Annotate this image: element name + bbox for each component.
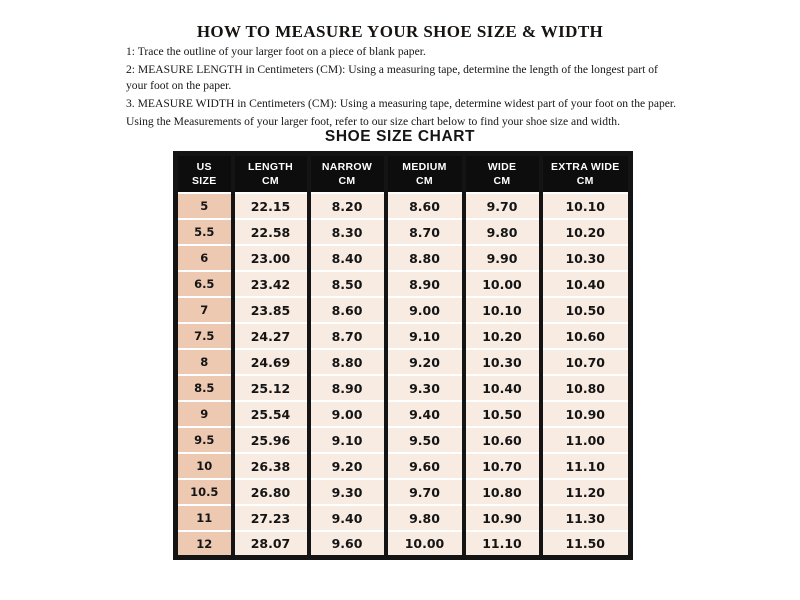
measurement-cell: 10.80 (464, 479, 541, 505)
column-header: WIDE CM (464, 154, 541, 194)
measurement-cell: 10.20 (541, 219, 631, 245)
measurement-cell: 24.27 (233, 323, 309, 349)
measurement-cell: 11.20 (541, 479, 631, 505)
table-row (176, 219, 631, 245)
measurement-cell: 9.30 (386, 375, 464, 401)
table-row (176, 479, 631, 505)
us-size-cell: 6.5 (176, 271, 233, 297)
measurement-cell: 11.10 (464, 531, 541, 557)
us-size-cell: 10 (176, 453, 233, 479)
measurement-cell: 9.60 (386, 453, 464, 479)
measurement-cell: 10.80 (541, 375, 631, 401)
chart-title: SHOE SIZE CHART (324, 128, 476, 145)
measurement-cell: 23.85 (233, 297, 309, 323)
measurement-cell: 11.00 (541, 427, 631, 453)
measurement-cell: 22.58 (233, 219, 309, 245)
table-row (176, 271, 631, 297)
measurement-cell: 22.15 (233, 193, 309, 219)
us-size-cell: 7 (176, 297, 233, 323)
measurement-cell: 27.23 (233, 505, 309, 531)
us-size-cell: 12 (176, 531, 233, 557)
shoe-size-table (173, 151, 633, 560)
measurement-cell: 9.00 (386, 297, 464, 323)
measurement-cell: 10.40 (464, 375, 541, 401)
us-size-cell: 9.5 (176, 427, 233, 453)
measurement-cell: 26.80 (233, 479, 309, 505)
table-header-row (176, 154, 631, 194)
measurement-cell: 10.30 (541, 245, 631, 271)
measurement-cell: 8.60 (386, 193, 464, 219)
column-header: EXTRA WIDE CM (541, 154, 631, 194)
us-size-cell: 5.5 (176, 219, 233, 245)
measurement-cell: 10.70 (464, 453, 541, 479)
measurement-cell: 9.30 (309, 479, 386, 505)
measurement-cell: 9.70 (464, 193, 541, 219)
measurement-cell: 8.80 (386, 245, 464, 271)
column-header: US SIZE (176, 154, 233, 194)
table-row (176, 193, 631, 219)
measurement-cell: 8.60 (309, 297, 386, 323)
measurement-cell: 10.40 (541, 271, 631, 297)
us-size-cell: 9 (176, 401, 233, 427)
us-size-cell: 6 (176, 245, 233, 271)
measurement-cell: 10.60 (541, 323, 631, 349)
measurement-cell: 25.54 (233, 401, 309, 427)
measurement-cell: 25.96 (233, 427, 309, 453)
measurement-cell: 11.10 (541, 453, 631, 479)
us-size-cell: 5 (176, 193, 233, 219)
measurement-cell: 9.00 (309, 401, 386, 427)
measurement-cell: 23.42 (233, 271, 309, 297)
measurement-cell: 10.60 (464, 427, 541, 453)
measurement-cell: 9.40 (309, 505, 386, 531)
measurement-cell: 9.70 (386, 479, 464, 505)
measurement-cell: 11.50 (541, 531, 631, 557)
measurement-cell: 8.70 (309, 323, 386, 349)
measurement-cell: 10.50 (541, 297, 631, 323)
measurement-cell: 10.50 (464, 401, 541, 427)
measurement-cell: 26.38 (233, 453, 309, 479)
measurement-cell: 10.30 (464, 349, 541, 375)
measurement-cell: 9.80 (464, 219, 541, 245)
us-size-cell: 10.5 (176, 479, 233, 505)
instructions (126, 44, 682, 132)
measurement-cell: 8.50 (309, 271, 386, 297)
table-row (176, 245, 631, 271)
instruction-step-1: 1: Trace the outline of your larger foot on a piece of blank paper. (126, 45, 426, 58)
measurement-cell: 10.10 (464, 297, 541, 323)
measurement-cell: 8.80 (309, 349, 386, 375)
measurement-cell: 8.40 (309, 245, 386, 271)
measurement-cell: 9.50 (386, 427, 464, 453)
table-body (176, 193, 631, 557)
measurement-cell: 25.12 (233, 375, 309, 401)
instruction-step-2: 2: MEASURE LENGTH in Centimeters (CM): Using a measuring tape, determine the length of the longest part of your foot on the paper. (126, 63, 658, 92)
table-row (176, 505, 631, 531)
measurement-cell: 10.90 (464, 505, 541, 531)
us-size-cell: 8 (176, 349, 233, 375)
column-header: MEDIUM CM (386, 154, 464, 194)
page-title: HOW TO MEASURE YOUR SHOE SIZE & WIDTH (196, 22, 604, 41)
instruction-step-3: 3. MEASURE WIDTH in Centimeters (CM): Using a measuring tape, determine widest part of your foot on the paper. (126, 96, 677, 110)
measurement-cell: 23.00 (233, 245, 309, 271)
measurement-cell: 8.70 (386, 219, 464, 245)
column-header: LENGTH CM (233, 154, 309, 194)
measurement-cell: 9.10 (386, 323, 464, 349)
measurement-cell: 9.80 (386, 505, 464, 531)
measurement-cell: 10.90 (541, 401, 631, 427)
table-row (176, 401, 631, 427)
measurement-cell: 9.40 (386, 401, 464, 427)
measurement-cell: 10.10 (541, 193, 631, 219)
measurement-cell: 9.90 (464, 245, 541, 271)
table-row (176, 453, 631, 479)
measurement-cell: 9.20 (386, 349, 464, 375)
measurement-cell: 9.60 (309, 531, 386, 557)
column-header: NARROW CM (309, 154, 386, 194)
measurement-cell: 24.69 (233, 349, 309, 375)
table-row (176, 349, 631, 375)
measurement-cell: 10.20 (464, 323, 541, 349)
instruction-note: Using the Measurements of your larger foot, refer to our size chart below to find your shoe size and width. (126, 115, 620, 129)
table-row (176, 531, 631, 557)
table-row (176, 297, 631, 323)
table-row (176, 323, 631, 349)
measurement-cell: 10.00 (386, 531, 464, 557)
measurement-cell: 8.90 (386, 271, 464, 297)
us-size-cell: 7.5 (176, 323, 233, 349)
measurement-cell: 8.90 (309, 375, 386, 401)
measurement-cell: 9.10 (309, 427, 386, 453)
measurement-cell: 8.20 (309, 193, 386, 219)
measurement-cell: 9.20 (309, 453, 386, 479)
measurement-cell: 28.07 (233, 531, 309, 557)
table-row (176, 427, 631, 453)
measurement-cell: 8.30 (309, 219, 386, 245)
us-size-cell: 11 (176, 505, 233, 531)
measurement-cell: 10.70 (541, 349, 631, 375)
us-size-cell: 8.5 (176, 375, 233, 401)
measurement-cell: 10.00 (464, 271, 541, 297)
measurement-cell: 11.30 (541, 505, 631, 531)
table-row (176, 375, 631, 401)
